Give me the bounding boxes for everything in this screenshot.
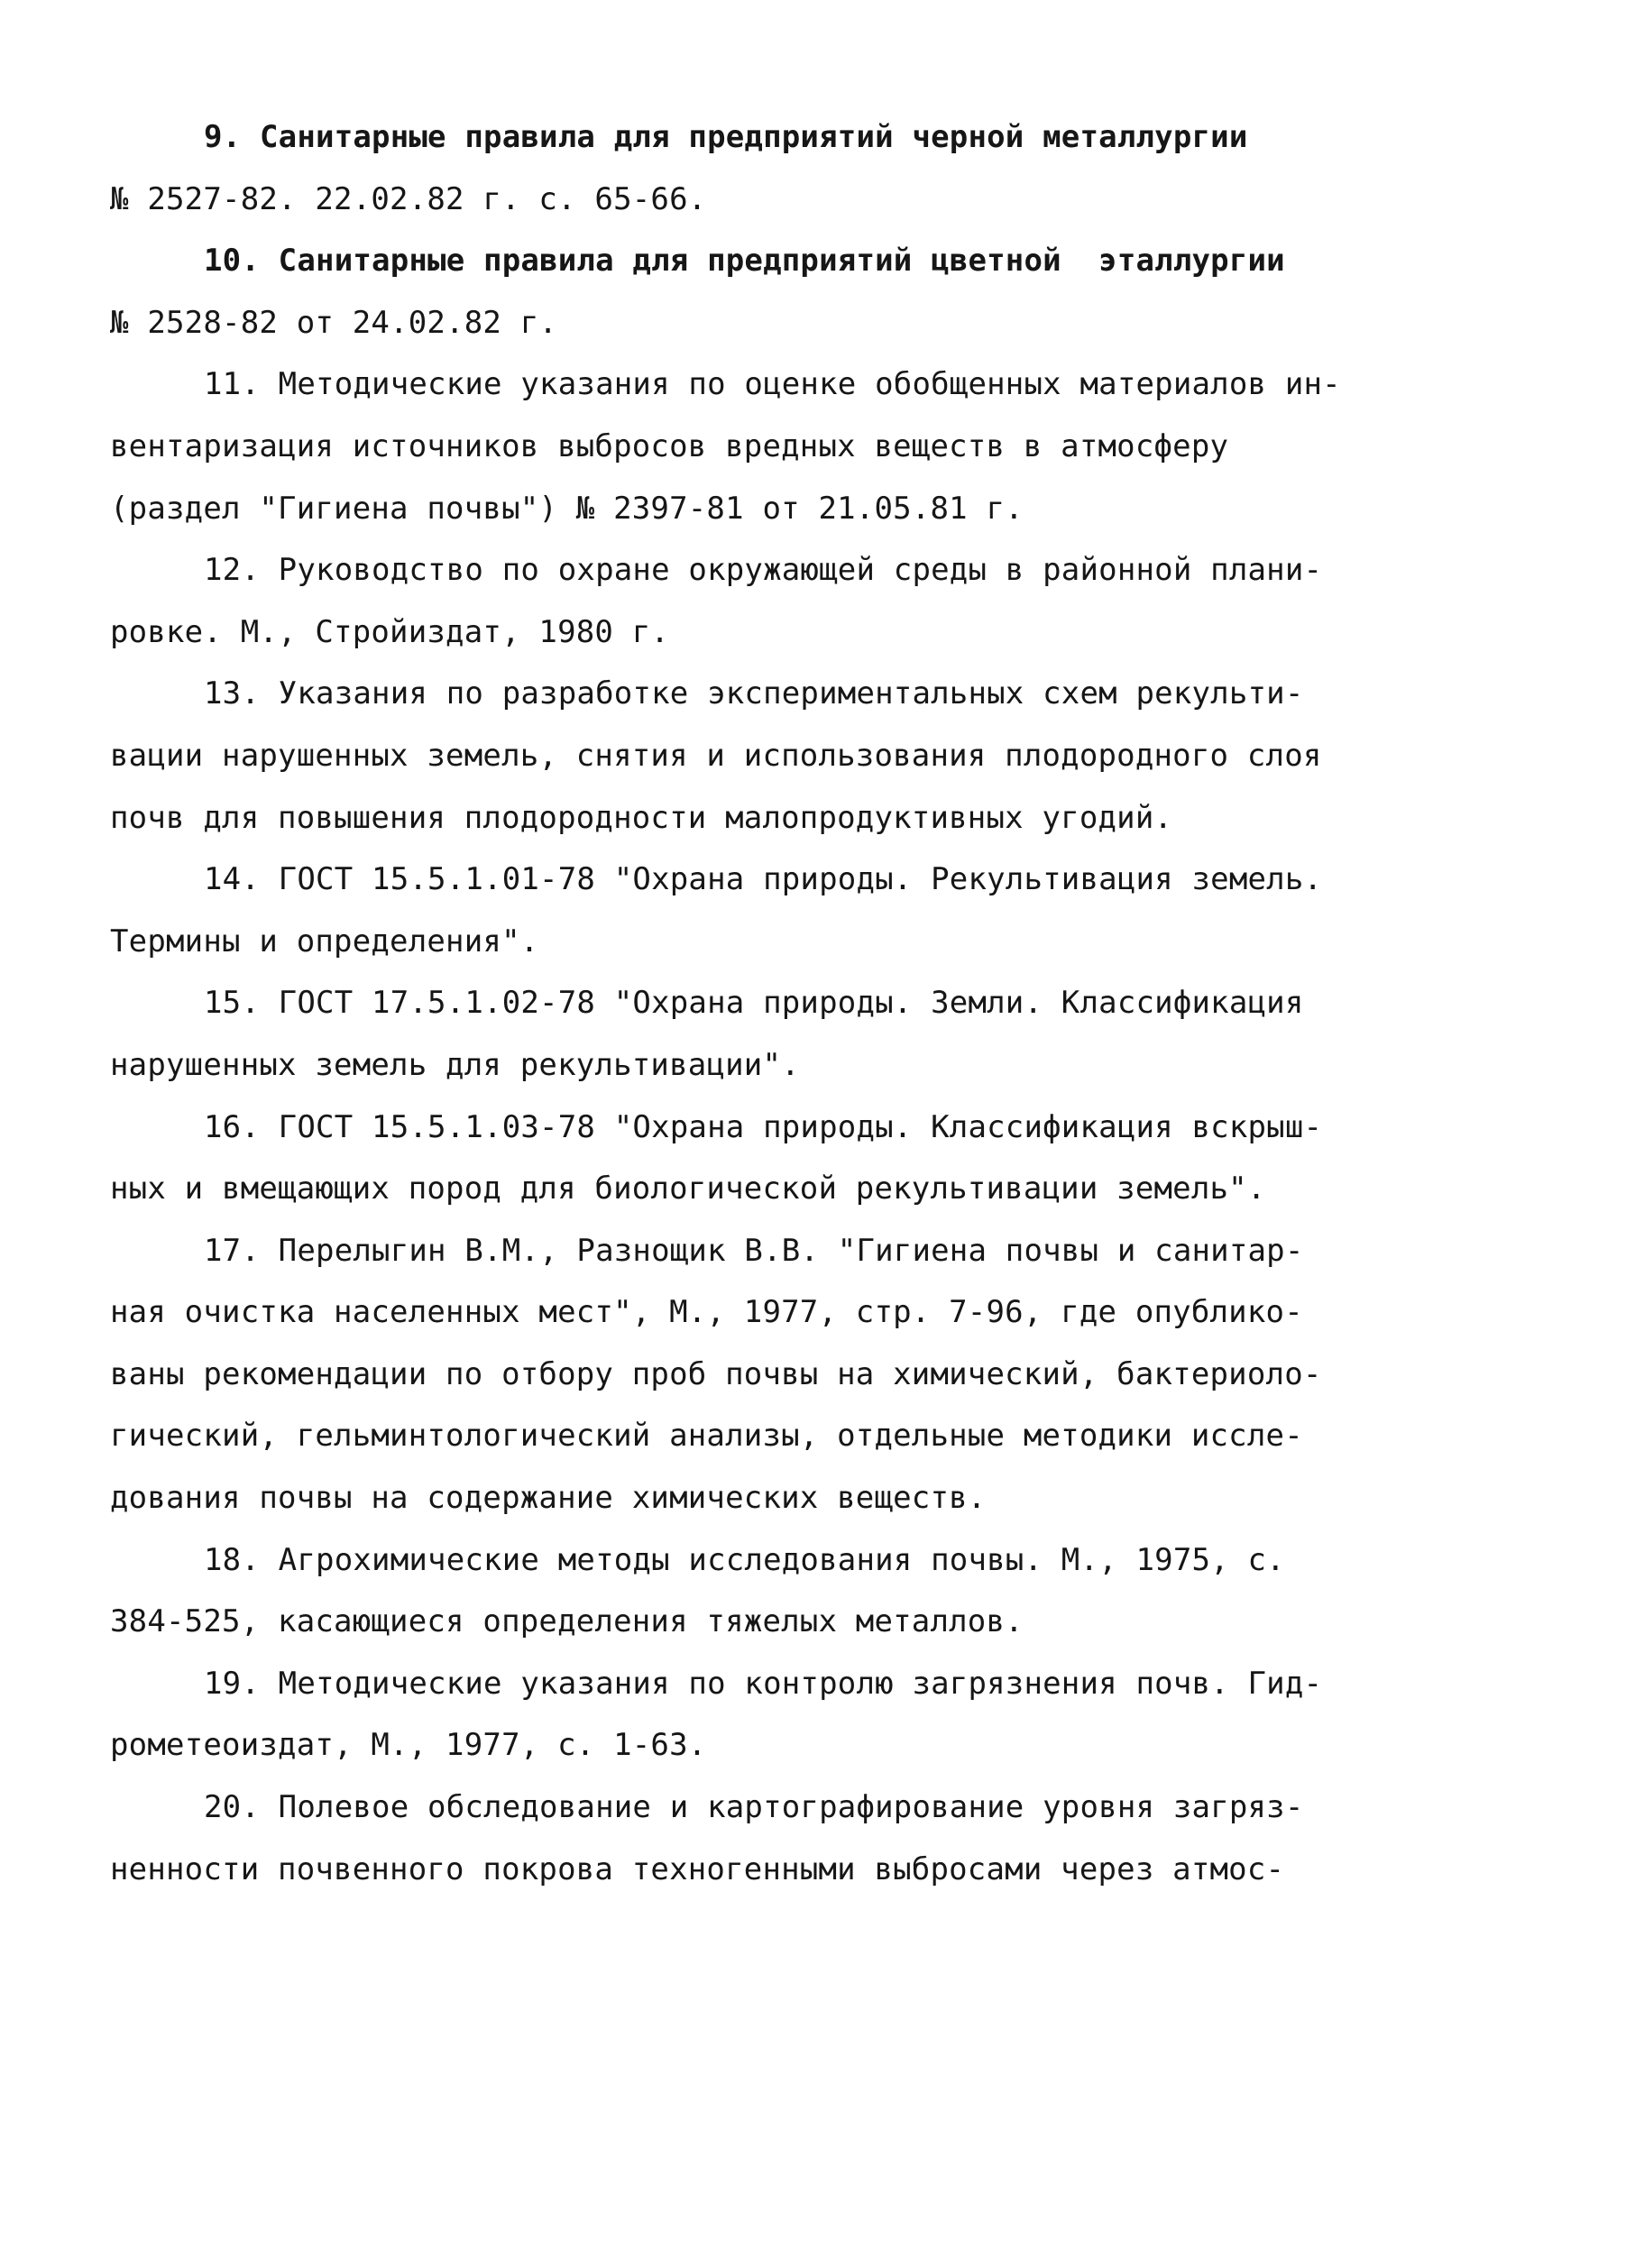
- reference-item-14: [110, 849, 1373, 972]
- reference-item-17: [110, 1220, 1373, 1529]
- reference-item-11: [110, 354, 1373, 539]
- reference-line: гический, гельминтологический анализы, отдельные методики иссле-: [110, 1418, 1303, 1455]
- reference-item-10: [110, 230, 1373, 354]
- reference-line: 10. Санитарные правила для предприятий цветной эталлургии: [204, 243, 1285, 280]
- reference-item-20: [110, 1777, 1373, 1900]
- reference-line: почв для повышения плодородности малопродуктивных угодий.: [110, 799, 1173, 836]
- reference-line: 384-525, касающиеся определения тяжелых металлов.: [110, 1603, 1024, 1640]
- reference-line: дования почвы на содержание химических веществ.: [110, 1480, 987, 1517]
- reference-line: рометеоиздат, М., 1977, с. 1-63.: [110, 1727, 707, 1764]
- reference-line: (раздел "Гигиена почвы") № 2397-81 от 21.05.81 г.: [110, 490, 1024, 527]
- reference-line: ровке. М., Стройиздат, 1980 г.: [110, 613, 670, 650]
- reference-line: вации нарушенных земель, снятия и использования плодородного слоя: [110, 737, 1322, 774]
- reference-item-16: [110, 1097, 1373, 1220]
- reference-line: 17. Перелыгин В.М., Разнощик В.В. "Гигиена почвы и санитар-: [204, 1232, 1304, 1269]
- reference-line: 11. Методические указания по оценке обобщенных материалов ин-: [204, 366, 1341, 403]
- reference-item-15: [110, 972, 1373, 1096]
- reference-item-19: [110, 1653, 1373, 1777]
- reference-line: 13. Указания по разработке экспериментальных схем рекульти-: [204, 675, 1304, 712]
- reference-line: 18. Агрохимические методы исследования почвы. М., 1975, с.: [204, 1541, 1285, 1578]
- reference-line: ваны рекомендации по отбору проб почвы на химический, бактериоло-: [110, 1355, 1322, 1392]
- reference-line: № 2528-82 от 24.02.82 г.: [110, 304, 558, 341]
- reference-line: 16. ГОСТ 15.5.1.03-78 "Охрана природы. Классификация вскрыш-: [204, 1108, 1323, 1145]
- reference-item-12: [110, 539, 1373, 663]
- reference-line: вентаризация источников выбросов вредных веществ в атмосферу: [110, 427, 1229, 464]
- reference-line: ных и вмещающих пород для биологической рекультивации земель".: [110, 1171, 1266, 1207]
- reference-line: 14. ГОСТ 15.5.1.01-78 "Охрана природы. Рекультивация земель.: [204, 861, 1323, 898]
- reference-line: № 2527-82. 22.02.82 г. с. 65-66.: [110, 180, 707, 217]
- reference-line: ненности почвенного покрова техногенными выбросами через атмос-: [110, 1850, 1285, 1887]
- reference-line: Термины и определения".: [110, 923, 539, 960]
- reference-line: 20. Полевое обследование и картографирование уровня загряз-: [204, 1789, 1304, 1826]
- reference-item-9: [110, 106, 1373, 230]
- reference-list: [110, 106, 1373, 1900]
- reference-line: 12. Руководство по охране окружающей среды в районной плани-: [204, 552, 1323, 589]
- reference-line: ная очистка населенных мест", М., 1977, стр. 7-96, где опублико-: [110, 1294, 1303, 1331]
- reference-line: 15. ГОСТ 17.5.1.02-78 "Охрана природы. Земли. Классификация: [204, 985, 1304, 1022]
- reference-line: 19. Методические указания по контролю загрязнения почв. Гид-: [204, 1665, 1323, 1702]
- reference-item-18: [110, 1529, 1373, 1653]
- reference-item-13: [110, 663, 1373, 849]
- reference-line: 9. Санитарные правила для предприятий черной металлургии: [204, 119, 1248, 155]
- reference-line: нарушенных земель для рекультивации".: [110, 1046, 800, 1083]
